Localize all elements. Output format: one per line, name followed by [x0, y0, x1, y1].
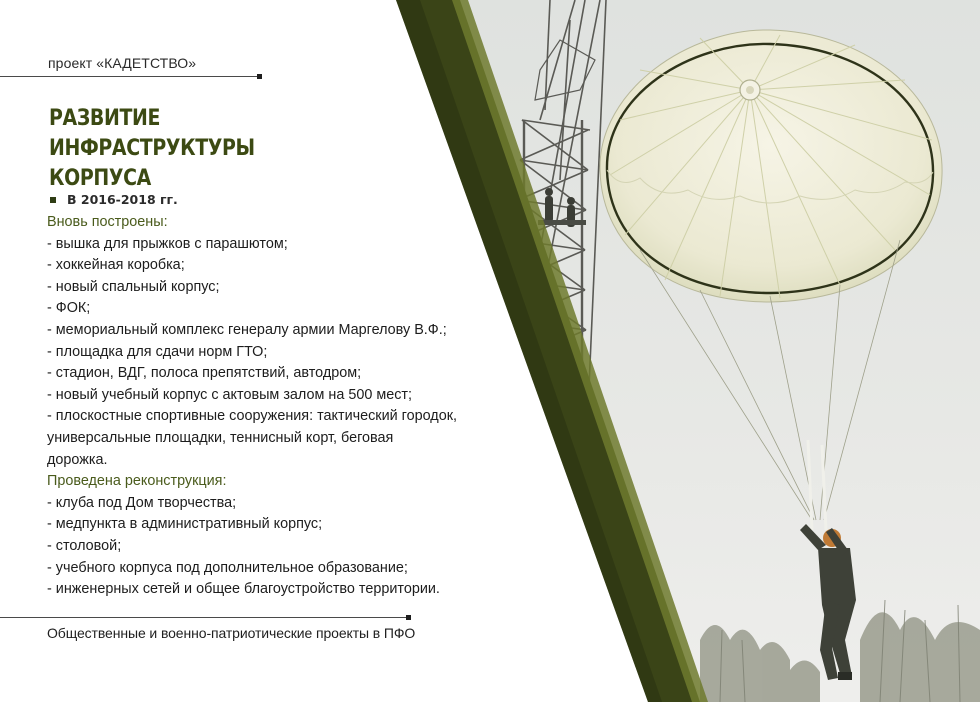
project-label: проект «КАДЕТСТВО» [48, 55, 197, 71]
list-item: - хоккейная коробка; [47, 257, 185, 274]
period-heading [47, 190, 457, 210]
list-item: - вышка для прыжков с парашютом; [47, 235, 288, 252]
built-heading: Вновь построены: [47, 214, 168, 230]
footer-rule-dot [406, 615, 411, 620]
page-title-line-2: КОРПУСА [49, 166, 151, 191]
list-item: - медпункта в административный корпус; [47, 516, 323, 533]
header-rule [0, 76, 260, 77]
page-title-line-1: РАЗВИТИЕ ИНФРАСТРУКТУРЫ [49, 106, 255, 161]
list-item: - учебного корпуса под дополнительное образование; [47, 559, 408, 576]
list-item: - столовой; [47, 537, 122, 554]
list-item: - стадион, ВДГ, полоса препятствий, автодром; [47, 365, 362, 382]
list-item: - инженерных сетей и общее благоустройство территории. [47, 581, 440, 598]
list-item: - клуба под Дом творчества; [47, 494, 237, 511]
list-item: - новый учебный корпус с актовым залом на 500 мест; [47, 386, 413, 403]
period-text: В 2016-2018 гг. [67, 192, 178, 207]
header-rule-dot [257, 74, 262, 79]
reconstruction-heading: Проведена реконструкция: [47, 473, 227, 490]
list-item: - площадка для сдачи норм ГТО; [47, 343, 268, 360]
bullet-square-icon [50, 197, 56, 203]
footer-rule [0, 617, 410, 618]
list-item: - плоскостные спортивные сооружения: тактический городок, универсальные площадки, теннисный корт, беговая дорожка. [47, 408, 457, 468]
list-item: - мемориальный комплекс генералу армии Маргелову В.Ф.; [47, 321, 447, 338]
list-item: - ФОК; [47, 300, 91, 317]
footer-text: Общественные и военно-патриотические проекты в ПФО [47, 625, 416, 641]
list-item: - новый спальный корпус; [47, 278, 220, 295]
page-title [49, 104, 341, 194]
content-block [47, 190, 457, 601]
